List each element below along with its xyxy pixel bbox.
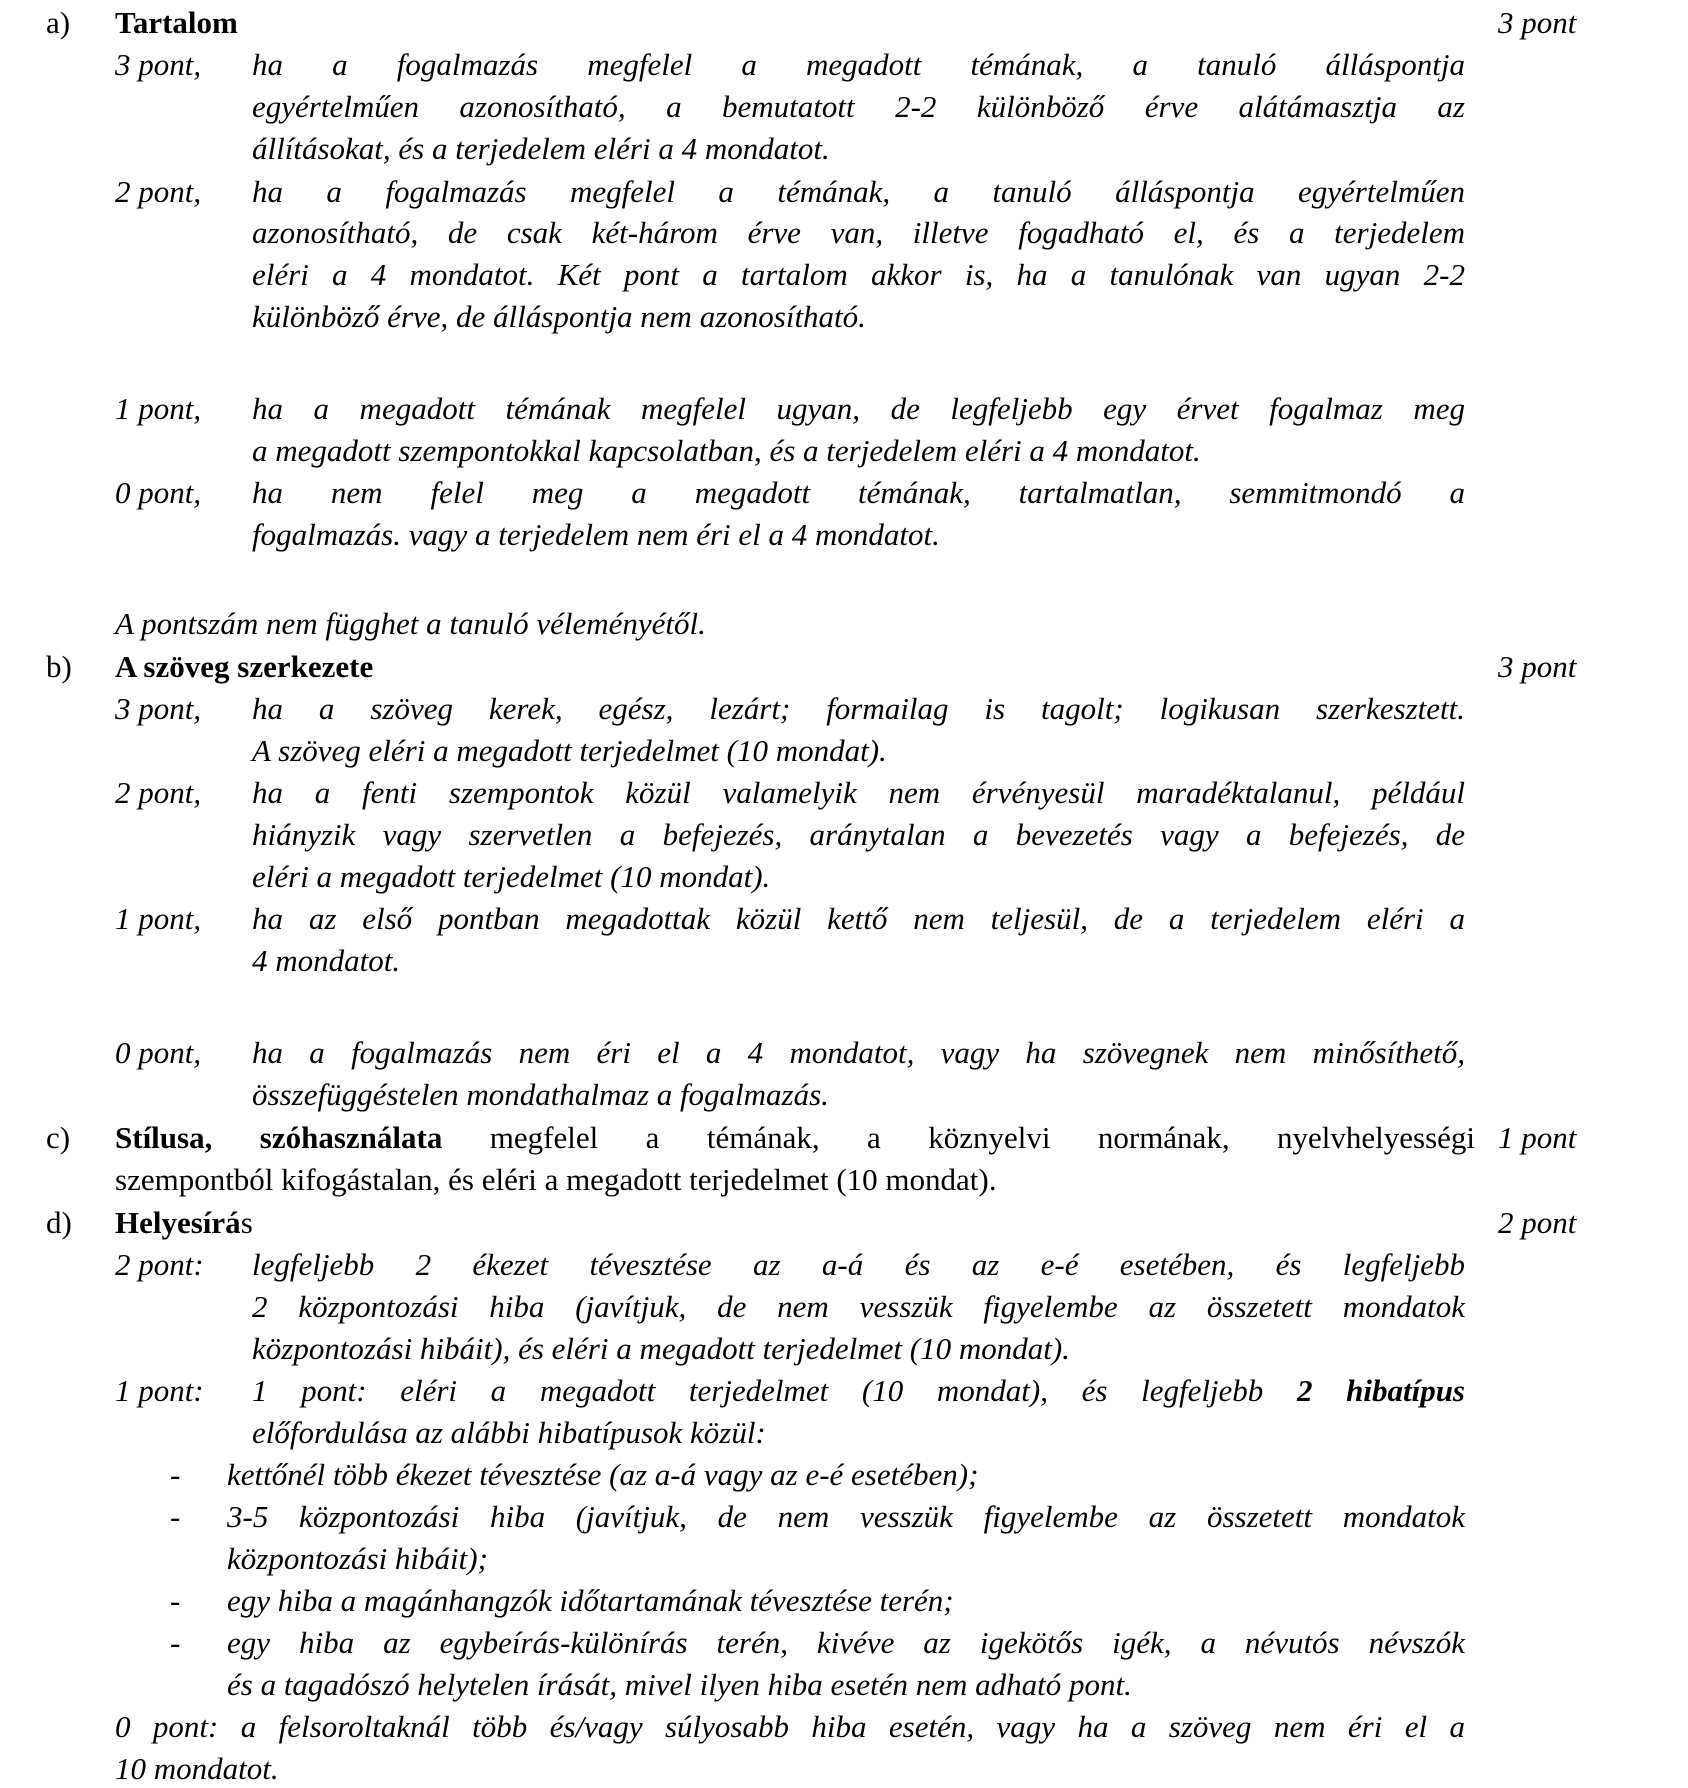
section-b-points: 3 pont	[1498, 649, 1577, 684]
criterion-label: 0 pont,	[115, 475, 202, 510]
criterion-text-line: központozási hibáit), és eléri a megadott terjedelmet (10 mondat).	[252, 1331, 1070, 1366]
criterion-text-line: ha a fogalmazás nem éri el a 4 mondatot, vagy ha szövegnek nem minősíthető,	[252, 1035, 1465, 1070]
criterion-text-line: hiányzik vagy szervetlen a befejezés, aránytalan a bevezetés vagy a befejezés, de	[252, 817, 1465, 852]
section-a-letter: a)	[46, 5, 71, 40]
criterion-text-line: ha a fogalmazás megfelel a megadott témának, a tanuló álláspontja	[252, 47, 1465, 82]
criterion-text-line: ha nem felel meg a megadott témának, tartalmatlan, semmitmondó a	[252, 475, 1465, 510]
criterion-label: 3 pont,	[115, 47, 202, 82]
criterion-text-line: 4 mondatot.	[252, 943, 401, 978]
criterion-label: 2 pont:	[115, 1247, 204, 1282]
error-type-count: 2 hibatípus	[1296, 1373, 1465, 1408]
criterion-text-line: a megadott szempontokkal kapcsolatban, és a terjedelem eléri a 4 mondatot.	[252, 433, 1201, 468]
section-c-title: Stílusa, szóhasználata	[115, 1120, 443, 1155]
criterion-text-line: állításokat, és a terjedelem eléri a 4 mondatot.	[252, 131, 830, 166]
section-c-line-2: szempontból kifogástalan, és eléri a megadott terjedelmet (10 mondat).	[115, 1162, 997, 1197]
criterion-text-line: ha a fogalmazás megfelel a témának, a tanuló álláspontja egyértelműen	[252, 174, 1465, 209]
criterion-text-line: eléri a 4 mondatot. Két pont a tartalom akkor is, ha a tanulónak van ugyan 2-2	[252, 257, 1465, 292]
section-a-points: 3 pont	[1498, 5, 1577, 40]
criterion-text-line: ha a megadott témának megfelel ugyan, de legfeljebb egy érvet fogalmaz meg	[252, 391, 1465, 426]
criterion-label: 1 pont:	[115, 1373, 204, 1408]
list-item: egy hiba a magánhangzók időtartamának tévesztése terén;	[227, 1583, 954, 1618]
section-c-points: 1 pont	[1498, 1120, 1577, 1155]
list-item: 3-5 központozási hiba (javítjuk, de nem vesszük figyelembe az összetett mondatok	[227, 1499, 1465, 1534]
list-item: kettőnél több ékezet tévesztése (az a-á vagy az e-é esetében);	[227, 1457, 979, 1492]
bullet-dash-icon: -	[170, 1499, 181, 1534]
section-c-letter: c)	[46, 1120, 71, 1155]
section-c-text: megfelel a témának, a köznyelvi normának, nyelvhelyességi	[489, 1120, 1475, 1155]
criterion-text-line: ha a szöveg kerek, egész, lezárt; formailag is tagolt; logikusan szerkesztett.	[252, 691, 1465, 726]
criterion-text-line: 2 központozási hiba (javítjuk, de nem vesszük figyelembe az összetett mondatok	[252, 1289, 1465, 1324]
criterion-text-line: ha az első pontban megadottak közül kettő nem teljesül, de a terjedelem eléri a	[252, 901, 1465, 936]
criterion-text-line: A szöveg eléri a megadott terjedelmet (10 mondat).	[252, 733, 887, 768]
criterion-text-line: 1 pont: eléri a megadott terjedelmet (10 mondat), és legfeljebb 2 hibatípus	[252, 1373, 1465, 1408]
criterion-text-line: fogalmazás. vagy a terjedelem nem éri el a 4 mondatot.	[252, 517, 940, 552]
section-d-points: 2 pont	[1498, 1205, 1577, 1240]
criterion-text-line: előfordulása az alábbi hibatípusok közül:	[252, 1415, 766, 1450]
bullet-dash-icon: -	[170, 1457, 181, 1492]
section-b-letter: b)	[46, 649, 72, 684]
criterion-label: 2 pont,	[115, 174, 202, 209]
bullet-dash-icon: -	[170, 1625, 181, 1660]
bullet-dash-icon: -	[170, 1583, 181, 1618]
section-d-letter: d)	[46, 1205, 72, 1240]
list-item: egy hiba az egybeírás-különírás terén, kivéve az igekötős igék, a névutós névszók	[227, 1625, 1465, 1660]
criterion-text-line: eléri a megadott terjedelmet (10 mondat).	[252, 859, 771, 894]
criterion-label: 1 pont,	[115, 391, 202, 426]
criterion-zero-line-1: 0 pont: a felsoroltaknál több és/vagy súlyosabb hiba esetén, vagy ha a szöveg nem éri el a	[115, 1709, 1465, 1744]
criterion-text-line: legfeljebb 2 ékezet tévesztése az a-á és az e-é esetében, és legfeljebb	[252, 1247, 1465, 1282]
criterion-label: 0 pont,	[115, 1035, 202, 1070]
criterion-zero-line-2: 10 mondatot.	[115, 1751, 279, 1786]
list-item-continuation: központozási hibáit);	[227, 1541, 488, 1576]
criterion-label: 3 pont,	[115, 691, 202, 726]
criterion-text-line: különböző érve, de álláspontja nem azonosítható.	[252, 299, 866, 334]
section-d-title: Helyesírás	[115, 1205, 253, 1240]
criterion-text-line: ha a fenti szempontok közül valamelyik nem érvényesül maradéktalanul, például	[252, 775, 1465, 810]
section-a-note: A pontszám nem függhet a tanuló véleményétől.	[115, 606, 706, 641]
criterion-text-line: egyértelműen azonosítható, a bemutatott 2-2 különböző érve alátámasztja az	[252, 89, 1465, 124]
criterion-label: 1 pont,	[115, 901, 202, 936]
criterion-text-line: azonosítható, de csak két-három érve van, illetve fogadható el, és a terjedelem	[252, 215, 1465, 250]
section-a-title: Tartalom	[115, 5, 238, 40]
section-b-title: A szöveg szerkezete	[115, 649, 374, 684]
criterion-text-line: összefüggéstelen mondathalmaz a fogalmazás.	[252, 1077, 829, 1112]
list-item-continuation: és a tagadószó helytelen írását, mivel ilyen hiba esetén nem adható pont.	[227, 1667, 1132, 1702]
section-c-line-1	[115, 1119, 1475, 1157]
criterion-label: 2 pont,	[115, 775, 202, 810]
